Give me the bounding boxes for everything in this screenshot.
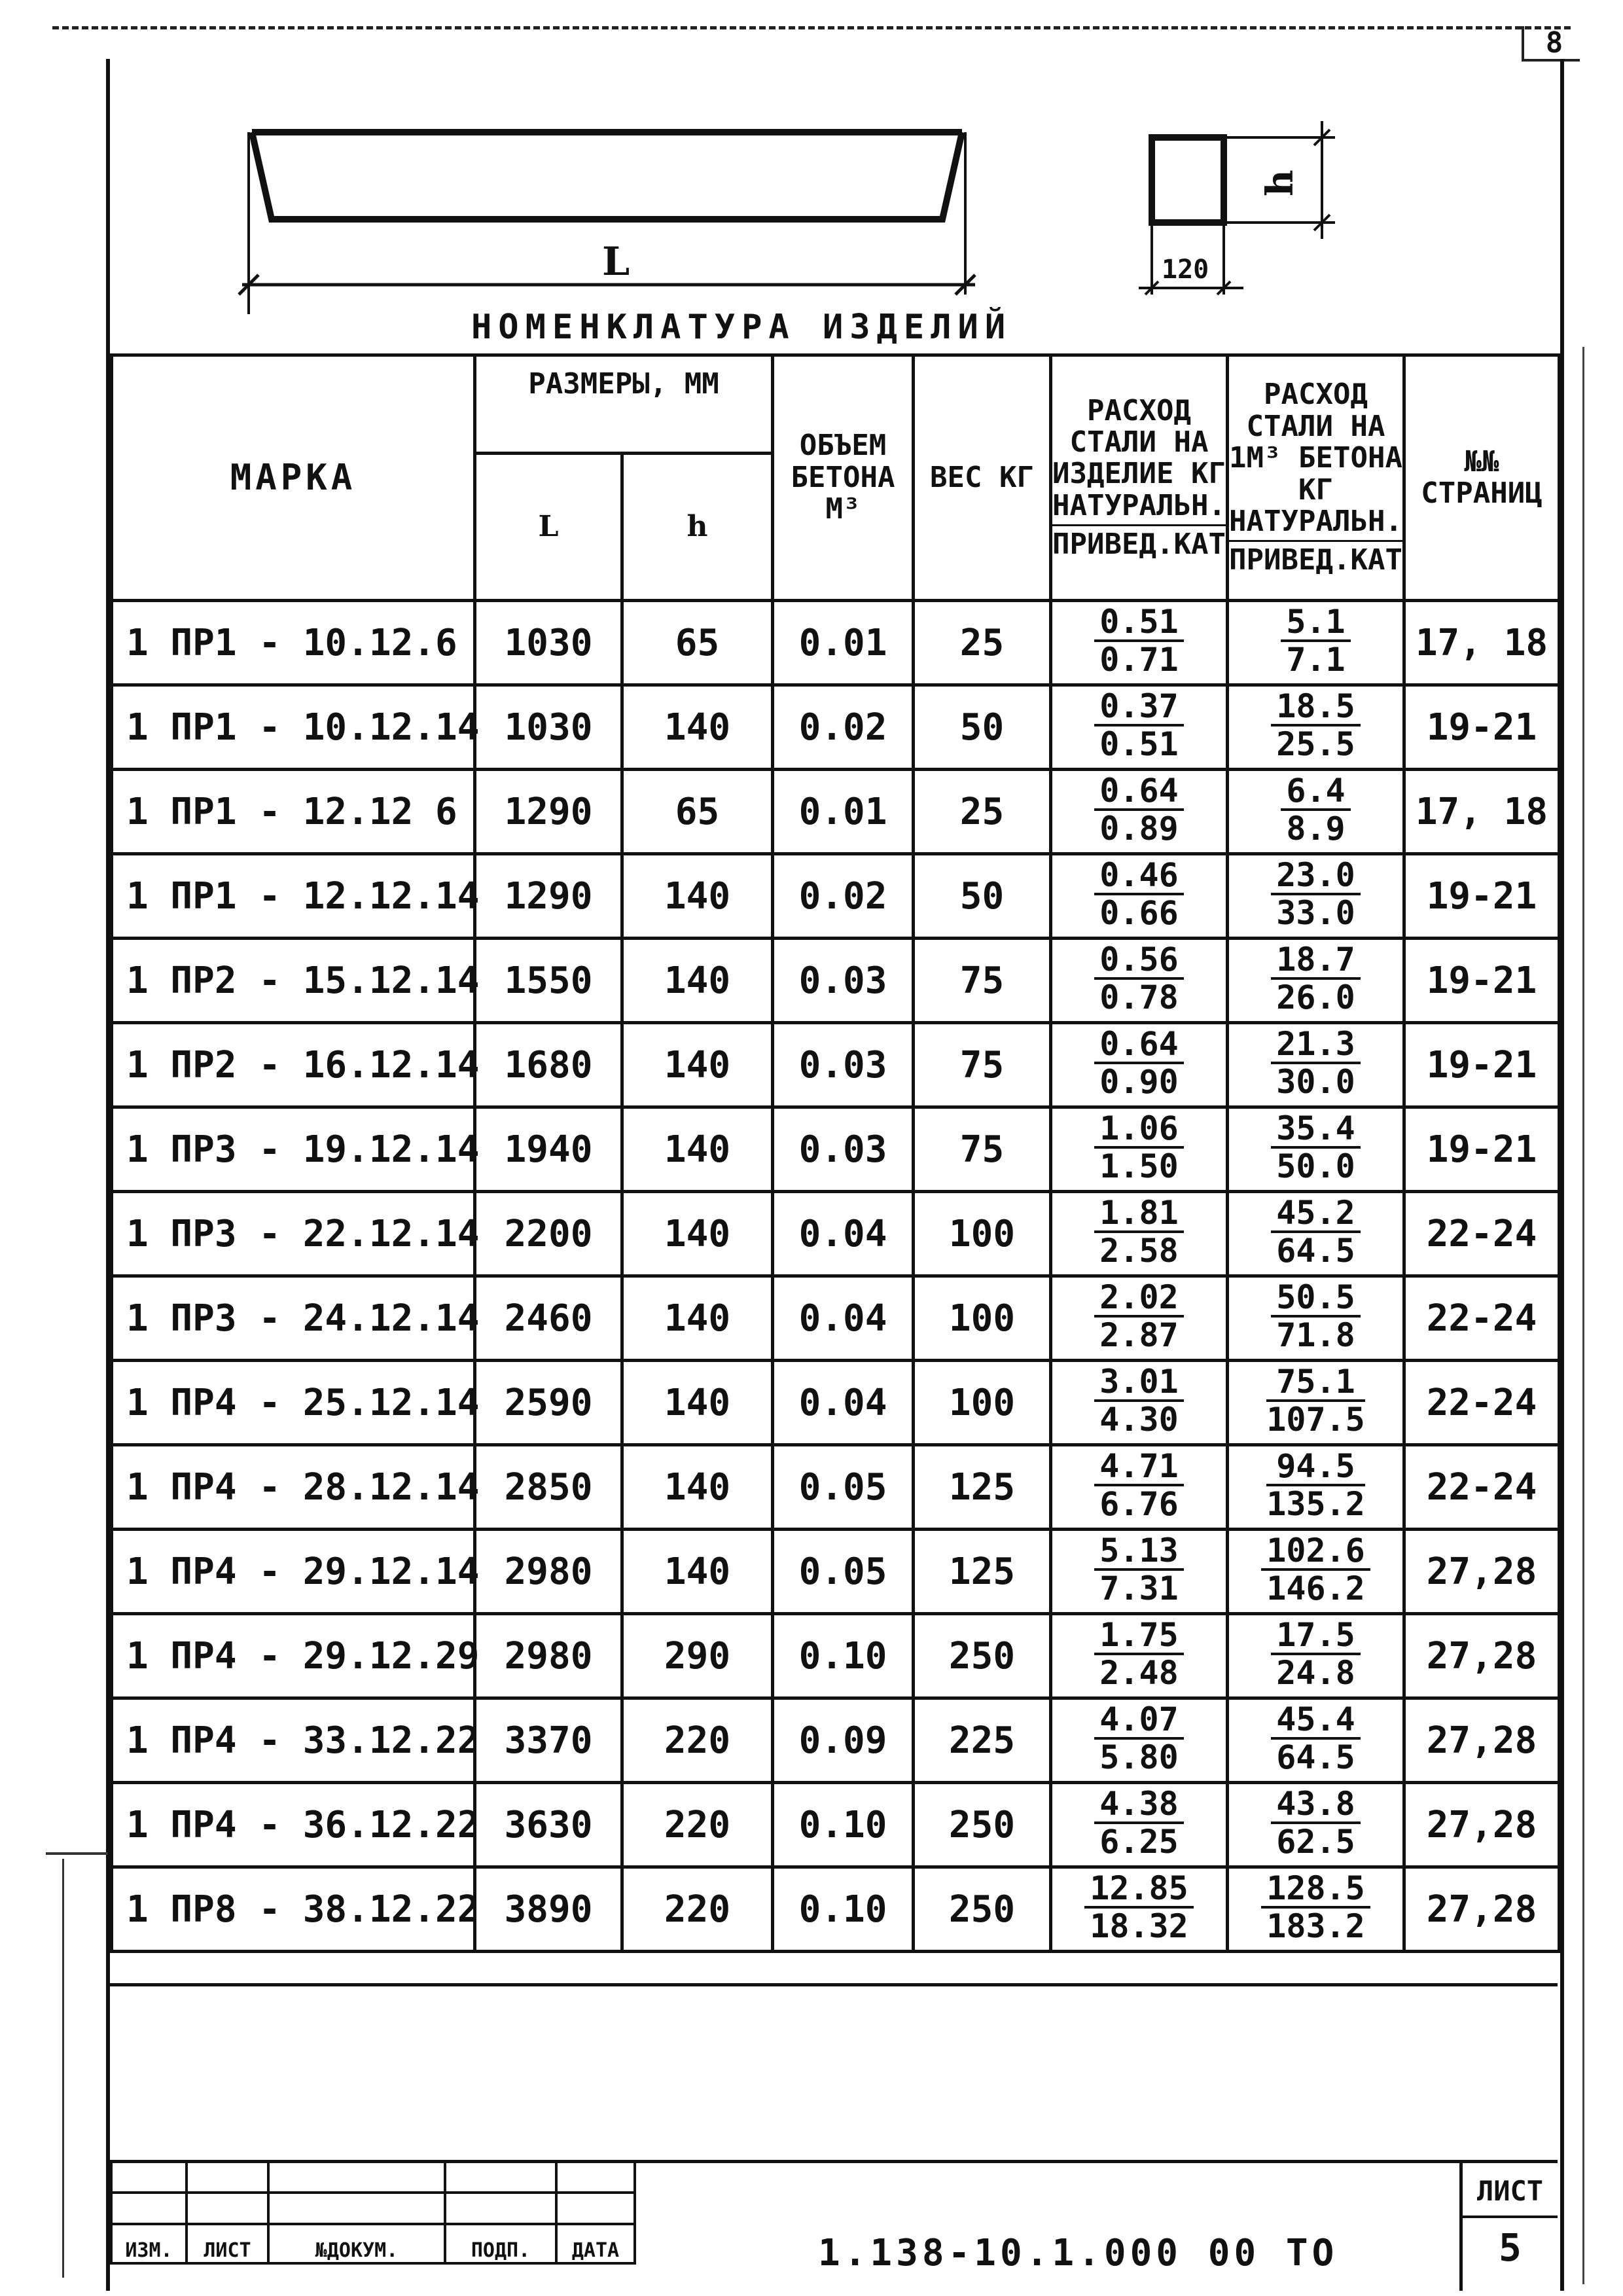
cell-mark: 1 ПР1 - 10.12.6 <box>112 601 475 685</box>
cell-steel-item-natural: 3.01 <box>1094 1365 1183 1402</box>
cell-length: 1290 <box>475 854 622 939</box>
cell-steel-item <box>1051 1614 1228 1698</box>
cell-steel-m3 <box>1228 601 1404 685</box>
cell-steel-m3 <box>1228 685 1404 770</box>
cell-steel-item <box>1051 1530 1228 1614</box>
cell-steel-item <box>1051 854 1228 939</box>
cell-steel-item <box>1051 1192 1228 1276</box>
cell-steel-item-reduced: 2.87 <box>1099 1316 1179 1354</box>
cell-height: 65 <box>622 770 773 854</box>
cell-steel-m3-reduced: 30.0 <box>1276 1063 1355 1101</box>
cell-steel-m3-natural: 50.5 <box>1271 1281 1360 1318</box>
cell-weight: 50 <box>914 685 1051 770</box>
stamp-label-change: ИЗМ. <box>111 2224 187 2263</box>
cell-steel-m3 <box>1228 1361 1404 1445</box>
cell-mark: 1 ПР3 - 22.12.14 <box>112 1192 475 1276</box>
cell-mark: 1 ПР8 - 38.12.22 <box>112 1867 475 1952</box>
table-row <box>112 601 1560 685</box>
cell-steel-item-natural: 0.64 <box>1094 774 1183 811</box>
cell-height: 140 <box>622 1361 773 1445</box>
header-length: L <box>475 454 622 601</box>
cell-height: 140 <box>622 854 773 939</box>
cell-steel-item-reduced: 1.50 <box>1099 1147 1179 1185</box>
cell-steel-m3-natural: 18.5 <box>1271 690 1360 726</box>
cell-mark: 1 ПР1 - 12.12.14 <box>112 854 475 939</box>
cell-volume: 0.03 <box>773 1107 914 1192</box>
table-body <box>112 601 1560 1952</box>
cell-steel-m3 <box>1228 1023 1404 1107</box>
cell-steel-m3-natural: 5.1 <box>1281 605 1350 642</box>
cell-volume: 0.05 <box>773 1530 914 1614</box>
cell-pages: 19-21 <box>1404 685 1560 770</box>
cell-steel-m3-natural: 17.5 <box>1271 1619 1360 1655</box>
cell-height: 140 <box>622 1107 773 1192</box>
table-row <box>112 1445 1560 1530</box>
right-edge-line <box>1582 347 1584 2284</box>
cell-length: 3370 <box>475 1698 622 1783</box>
cell-steel-m3-natural: 128.5 <box>1261 1872 1370 1909</box>
sheet-label: ЛИСТ <box>1463 2166 1558 2218</box>
cell-steel-m3-reduced: 25.5 <box>1276 725 1355 763</box>
cell-height: 140 <box>622 1023 773 1107</box>
cell-pages: 27,28 <box>1404 1698 1560 1783</box>
cell-volume: 0.09 <box>773 1698 914 1783</box>
cell-steel-item-natural: 0.56 <box>1094 943 1183 980</box>
cell-height: 290 <box>622 1614 773 1698</box>
cell-weight: 225 <box>914 1698 1051 1783</box>
cell-steel-item-natural: 0.46 <box>1094 859 1183 895</box>
cell-steel-m3 <box>1228 1276 1404 1361</box>
cell-pages: 27,28 <box>1404 1530 1560 1614</box>
cell-steel-item-reduced: 2.48 <box>1099 1654 1179 1692</box>
cell-weight: 100 <box>914 1192 1051 1276</box>
cell-length: 2460 <box>475 1276 622 1361</box>
height-label: h <box>1258 170 1302 196</box>
cell-steel-m3-reduced: 8.9 <box>1286 810 1346 848</box>
header-weight: ВЕС КГ <box>914 355 1051 601</box>
cell-height: 140 <box>622 685 773 770</box>
document-code: 1.138-10.1.000 00 ТО <box>818 2232 1338 2274</box>
cell-weight: 250 <box>914 1783 1051 1867</box>
cell-mark: 1 ПР2 - 16.12.14 <box>112 1023 475 1107</box>
cell-steel-m3 <box>1228 1614 1404 1698</box>
cell-steel-item-natural: 4.38 <box>1094 1787 1183 1824</box>
cell-pages: 27,28 <box>1404 1867 1560 1952</box>
cell-steel-item <box>1051 685 1228 770</box>
cell-steel-item-reduced: 0.51 <box>1099 725 1179 763</box>
cell-steel-item-natural: 0.64 <box>1094 1028 1183 1064</box>
cell-length: 1550 <box>475 939 622 1023</box>
cell-steel-m3-reduced: 7.1 <box>1286 641 1346 679</box>
cell-mark: 1 ПР4 - 36.12.22 <box>112 1783 475 1867</box>
cell-steel-m3-reduced: 64.5 <box>1276 1738 1355 1776</box>
table-caption: НОМЕНКЛАТУРА ИЗДЕЛИЙ <box>471 308 1012 347</box>
cell-steel-item-reduced: 18.32 <box>1090 1907 1188 1945</box>
cell-weight: 75 <box>914 1023 1051 1107</box>
cell-steel-item <box>1051 770 1228 854</box>
header-pages: №№ СТРАНИЦ <box>1404 355 1560 601</box>
header-steel-item-sub: ПРИВЕД.КАТ <box>1052 524 1226 560</box>
cell-steel-item <box>1051 1361 1228 1445</box>
cell-steel-m3-reduced: 146.2 <box>1266 1570 1365 1607</box>
cell-pages: 17, 18 <box>1404 770 1560 854</box>
cell-steel-item-reduced: 0.78 <box>1099 978 1179 1016</box>
cell-weight: 25 <box>914 770 1051 854</box>
header-sizes: РАЗМЕРЫ, ММ <box>475 355 773 454</box>
cell-mark: 1 ПР3 - 24.12.14 <box>112 1276 475 1361</box>
cell-steel-item-natural: 1.81 <box>1094 1196 1183 1233</box>
cell-height: 220 <box>622 1698 773 1783</box>
cell-steel-item-reduced: 0.90 <box>1099 1063 1179 1101</box>
cell-volume: 0.04 <box>773 1192 914 1276</box>
cell-height: 140 <box>622 1276 773 1361</box>
table-row <box>112 939 1560 1023</box>
cell-height: 220 <box>622 1867 773 1952</box>
cell-steel-m3-natural: 75.1 <box>1266 1365 1365 1402</box>
cell-steel-m3 <box>1228 854 1404 939</box>
cell-steel-item-natural: 1.06 <box>1094 1112 1183 1149</box>
cell-steel-item <box>1051 601 1228 685</box>
cell-volume: 0.01 <box>773 601 914 685</box>
cell-height: 220 <box>622 1783 773 1867</box>
cell-steel-m3-natural: 18.7 <box>1271 943 1360 980</box>
cell-mark: 1 ПР4 - 25.12.14 <box>112 1361 475 1445</box>
cell-steel-m3 <box>1228 1192 1404 1276</box>
cell-length: 3630 <box>475 1783 622 1867</box>
cell-steel-m3 <box>1228 1783 1404 1867</box>
header-steel-m3-main: РАСХОД СТАЛИ НА 1М³ БЕТОНА КГ НАТУРАЛЬН. <box>1229 378 1402 538</box>
cell-steel-m3-reduced: 33.0 <box>1276 894 1355 932</box>
cell-volume: 0.03 <box>773 939 914 1023</box>
cell-steel-item-reduced: 0.71 <box>1099 641 1179 679</box>
cell-weight: 100 <box>914 1361 1051 1445</box>
cell-pages: 22-24 <box>1404 1445 1560 1530</box>
cell-steel-item-reduced: 6.25 <box>1099 1823 1179 1861</box>
cell-steel-m3-reduced: 107.5 <box>1266 1401 1365 1439</box>
cell-length: 2980 <box>475 1530 622 1614</box>
cell-steel-m3-natural: 23.0 <box>1271 859 1360 895</box>
cell-steel-m3-natural: 102.6 <box>1261 1534 1370 1571</box>
cell-steel-item-reduced: 6.76 <box>1099 1485 1179 1523</box>
sheet-number: 5 <box>1499 2225 1522 2270</box>
cell-pages: 27,28 <box>1404 1783 1560 1867</box>
cell-volume: 0.10 <box>773 1783 914 1867</box>
cell-pages: 27,28 <box>1404 1614 1560 1698</box>
cell-weight: 125 <box>914 1445 1051 1530</box>
cell-length: 2980 <box>475 1614 622 1698</box>
cell-steel-item-reduced: 0.66 <box>1099 894 1179 932</box>
table-row <box>112 1530 1560 1614</box>
cell-steel-item-reduced: 2.58 <box>1099 1232 1179 1270</box>
stamp-label-docnum: №ДОКУМ. <box>268 2224 445 2263</box>
cell-pages: 19-21 <box>1404 854 1560 939</box>
cell-steel-m3-reduced: 183.2 <box>1266 1907 1365 1945</box>
cell-pages: 19-21 <box>1404 939 1560 1023</box>
cell-steel-item <box>1051 1698 1228 1783</box>
stamp-label-signature: ПОДП. <box>445 2224 556 2263</box>
stamp-label-date: ДАТА <box>556 2224 635 2263</box>
cell-steel-item-natural: 1.75 <box>1094 1619 1183 1655</box>
length-label: L <box>602 239 630 285</box>
cell-steel-m3 <box>1228 939 1404 1023</box>
cell-volume: 0.04 <box>773 1361 914 1445</box>
corner-sheet-number: 8 <box>1545 26 1563 60</box>
cell-steel-item-natural: 12.85 <box>1084 1872 1194 1909</box>
cell-steel-m3-reduced: 135.2 <box>1266 1485 1365 1523</box>
cell-steel-m3 <box>1228 1530 1404 1614</box>
cell-steel-m3-reduced: 24.8 <box>1276 1654 1355 1692</box>
cell-height: 140 <box>622 1530 773 1614</box>
cell-volume: 0.05 <box>773 1445 914 1530</box>
header-steel-item <box>1051 355 1228 601</box>
cell-mark: 1 ПР1 - 10.12.14 <box>112 685 475 770</box>
cell-pages: 22-24 <box>1404 1192 1560 1276</box>
cell-volume: 0.02 <box>773 854 914 939</box>
cell-pages: 22-24 <box>1404 1361 1560 1445</box>
cell-steel-item <box>1051 1867 1228 1952</box>
cell-steel-item <box>1051 1107 1228 1192</box>
cell-weight: 250 <box>914 1867 1051 1952</box>
cell-steel-item-natural: 0.37 <box>1094 690 1183 726</box>
cell-weight: 75 <box>914 939 1051 1023</box>
title-block-grid <box>110 2160 636 2265</box>
cell-mark: 1 ПР4 - 29.12.14 <box>112 1530 475 1614</box>
table-row <box>112 1023 1560 1107</box>
table-row <box>112 1107 1560 1192</box>
cell-height: 140 <box>622 1192 773 1276</box>
cell-pages: 17, 18 <box>1404 601 1560 685</box>
cell-volume: 0.03 <box>773 1023 914 1107</box>
cell-steel-m3-reduced: 71.8 <box>1276 1316 1355 1354</box>
cell-length: 1030 <box>475 601 622 685</box>
cell-weight: 250 <box>914 1614 1051 1698</box>
cell-steel-item-reduced: 7.31 <box>1099 1570 1179 1607</box>
header-mark: МАРКА <box>112 355 475 601</box>
cell-steel-m3-natural: 43.8 <box>1271 1787 1360 1824</box>
header-volume: ОБЪЕМ БЕТОНА М³ <box>773 355 914 601</box>
table-row <box>112 1698 1560 1783</box>
cell-steel-item <box>1051 1276 1228 1361</box>
cell-weight: 25 <box>914 601 1051 685</box>
cell-steel-item <box>1051 939 1228 1023</box>
header-height: h <box>622 454 773 601</box>
cell-volume: 0.02 <box>773 685 914 770</box>
cell-steel-item-reduced: 5.80 <box>1099 1738 1179 1776</box>
cell-steel-m3-natural: 6.4 <box>1281 774 1350 811</box>
cell-pages: 19-21 <box>1404 1107 1560 1192</box>
cell-mark: 1 ПР4 - 28.12.14 <box>112 1445 475 1530</box>
cell-steel-item <box>1051 1783 1228 1867</box>
cell-weight: 125 <box>914 1530 1051 1614</box>
cell-steel-m3-natural: 94.5 <box>1266 1450 1365 1486</box>
table-row <box>112 1361 1560 1445</box>
cell-mark: 1 ПР2 - 15.12.14 <box>112 939 475 1023</box>
cell-steel-item <box>1051 1023 1228 1107</box>
cell-length: 2850 <box>475 1445 622 1530</box>
table-row <box>112 1192 1560 1276</box>
cell-steel-item-natural: 4.71 <box>1094 1450 1183 1486</box>
cell-steel-item-natural: 0.51 <box>1094 605 1183 642</box>
table-row <box>112 770 1560 854</box>
cell-volume: 0.01 <box>773 770 914 854</box>
cell-mark: 1 ПР4 - 29.12.29 <box>112 1614 475 1698</box>
stamp-label-sheet: ЛИСТ <box>187 2224 268 2263</box>
left-stub-line <box>46 1852 108 1855</box>
cell-weight: 100 <box>914 1276 1051 1361</box>
cell-steel-m3 <box>1228 1698 1404 1783</box>
cell-steel-m3-reduced: 62.5 <box>1276 1823 1355 1861</box>
cell-weight: 75 <box>914 1107 1051 1192</box>
table-row <box>112 1783 1560 1867</box>
cell-steel-item-reduced: 0.89 <box>1099 810 1179 848</box>
cell-length: 1940 <box>475 1107 622 1192</box>
cell-steel-m3-natural: 45.4 <box>1271 1703 1360 1740</box>
left-binding-line <box>62 1859 64 2278</box>
cell-steel-item <box>1051 1445 1228 1530</box>
cell-steel-item-natural: 4.07 <box>1094 1703 1183 1740</box>
cell-steel-m3-reduced: 26.0 <box>1276 978 1355 1016</box>
cell-length: 1030 <box>475 685 622 770</box>
cell-steel-m3 <box>1228 1867 1404 1952</box>
cell-mark: 1 ПР4 - 33.12.22 <box>112 1698 475 1783</box>
cell-steel-m3-reduced: 64.5 <box>1276 1232 1355 1270</box>
table-row <box>112 1276 1560 1361</box>
header-steel-m3 <box>1228 355 1404 601</box>
cell-length: 3890 <box>475 1867 622 1952</box>
cell-height: 140 <box>622 939 773 1023</box>
title-block-top-line <box>110 2160 1558 2163</box>
table-row <box>112 685 1560 770</box>
cell-height: 65 <box>622 601 773 685</box>
cell-steel-m3 <box>1228 1445 1404 1530</box>
cell-steel-m3-reduced: 50.0 <box>1276 1147 1355 1185</box>
cell-length: 1680 <box>475 1023 622 1107</box>
cell-pages: 19-21 <box>1404 1023 1560 1107</box>
cell-steel-m3 <box>1228 1107 1404 1192</box>
lintel-sketch <box>209 98 1453 321</box>
cell-weight: 50 <box>914 854 1051 939</box>
cell-steel-m3-natural: 45.2 <box>1271 1196 1360 1233</box>
cell-length: 1290 <box>475 770 622 854</box>
cell-steel-item-natural: 5.13 <box>1094 1534 1183 1571</box>
cell-steel-m3-natural: 21.3 <box>1271 1028 1360 1064</box>
top-dashed-line <box>52 26 1571 29</box>
nomenclature-table <box>110 353 1561 1953</box>
table-bottom-border <box>110 1983 1558 1986</box>
cell-mark: 1 ПР1 - 12.12 6 <box>112 770 475 854</box>
cell-steel-m3 <box>1228 770 1404 854</box>
cell-volume: 0.10 <box>773 1614 914 1698</box>
cell-steel-item-natural: 2.02 <box>1094 1281 1183 1318</box>
cell-steel-item-reduced: 4.30 <box>1099 1401 1179 1439</box>
cell-length: 2200 <box>475 1192 622 1276</box>
table-row <box>112 1614 1560 1698</box>
cell-steel-m3-natural: 35.4 <box>1271 1112 1360 1149</box>
table-row <box>112 854 1560 939</box>
cell-mark: 1 ПР3 - 19.12.14 <box>112 1107 475 1192</box>
table-row <box>112 1867 1560 1952</box>
cell-volume: 0.04 <box>773 1276 914 1361</box>
cell-length: 2590 <box>475 1361 622 1445</box>
cell-height: 140 <box>622 1445 773 1530</box>
width-dim-label: 120 <box>1162 255 1209 285</box>
cell-pages: 22-24 <box>1404 1276 1560 1361</box>
header-steel-m3-sub: ПРИВЕД.КАТ <box>1229 540 1402 576</box>
header-steel-item-main: РАСХОД СТАЛИ НА ИЗДЕЛИЕ КГ НАТУРАЛЬН. <box>1052 393 1226 522</box>
cell-volume: 0.10 <box>773 1867 914 1952</box>
